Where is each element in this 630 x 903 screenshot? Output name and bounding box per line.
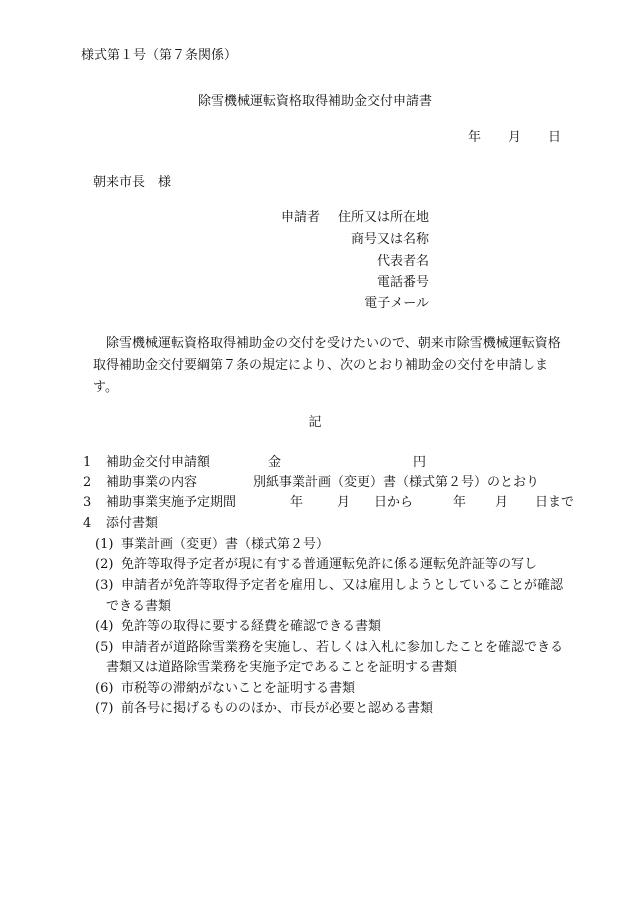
- document-title: 除雪機械運転資格取得補助金交付申請書: [197, 94, 432, 109]
- attachment-text: 申請者が免許等取得予定者を雇用し、又は雇用しようとしていることが確認: [121, 578, 564, 593]
- attachment-text: 免許等取得予定者が現に有する普通運転免許に係る運転免許証等の写し: [121, 557, 538, 572]
- applicant-field-name: 商号又は名称: [350, 232, 429, 247]
- item-number: 3: [83, 495, 92, 510]
- attachment-text: 前各号に掲げるもののほか、市長が必要と認める書類: [121, 701, 434, 716]
- item-label: 補助事業の内容: [106, 475, 198, 490]
- end-year: 年: [453, 495, 467, 510]
- attachment-marker: (3): [95, 578, 114, 593]
- attachment-text: 事業計画（変更）書（様式第２号）: [121, 537, 330, 552]
- item-value: 別紙事業計画（変更）書（様式第２号）のとおり: [253, 475, 540, 490]
- body-paragraph: 除雪機械運転資格取得補助金の交付を受けたいので、朝来市除雪機械運転資格取得補助金交付要綱第７条の規定により、次のとおり補助金の交付を申請します。: [93, 336, 561, 395]
- addressee: 朝来市長 様: [93, 175, 172, 190]
- attachment-text-continued: 書類又は道路除雪業務を実施予定であることを証明する書類: [106, 660, 458, 675]
- attachment-marker: (2): [95, 557, 114, 572]
- item-number: 1: [83, 455, 92, 470]
- attachment-text: 免許等の取得に要する経費を確認できる書類: [121, 619, 382, 634]
- start-day: 日から: [374, 495, 414, 510]
- applicant-field-representative: 代表者名: [376, 254, 429, 269]
- amount-suffix: 円: [413, 455, 427, 470]
- item-label: 補助事業実施予定期間: [106, 495, 237, 510]
- item-label: 添付書類: [106, 516, 159, 531]
- date-day-label: 日: [548, 130, 562, 145]
- attachment-marker: (6): [95, 681, 114, 696]
- attachment-marker: (5): [95, 640, 114, 655]
- attachment-text-continued: できる書類: [106, 599, 172, 614]
- start-year: 年: [290, 495, 304, 510]
- applicant-field-address: 住所又は所在地: [337, 210, 429, 225]
- form-number: 様式第１号（第７条関係）: [81, 48, 238, 63]
- date-year-label: 年: [468, 130, 482, 145]
- applicant-field-phone: 電話番号: [376, 275, 429, 290]
- applicant-heading: 申請者: [281, 210, 321, 225]
- item-number: 2: [83, 475, 92, 490]
- end-month: 月: [495, 495, 509, 510]
- applicant-field-email: 電子メール: [364, 296, 429, 311]
- amount-prefix: 金: [268, 455, 282, 470]
- start-month: 月: [337, 495, 351, 510]
- attachment-marker: (1): [95, 537, 114, 552]
- item-label: 補助金交付申請額: [106, 455, 211, 470]
- item-number: 4: [83, 516, 92, 531]
- attachment-text: 申請者が道路除雪業務を実施し、若しくは入札に参加したことを確認できる: [121, 640, 564, 655]
- end-day: 日まで: [535, 495, 575, 510]
- record-mark: 記: [308, 415, 322, 430]
- attachment-marker: (7): [95, 701, 114, 716]
- date-month-label: 月: [508, 130, 522, 145]
- attachment-text: 市税等の滞納がないことを証明する書類: [121, 681, 356, 696]
- attachment-marker: (4): [95, 619, 114, 634]
